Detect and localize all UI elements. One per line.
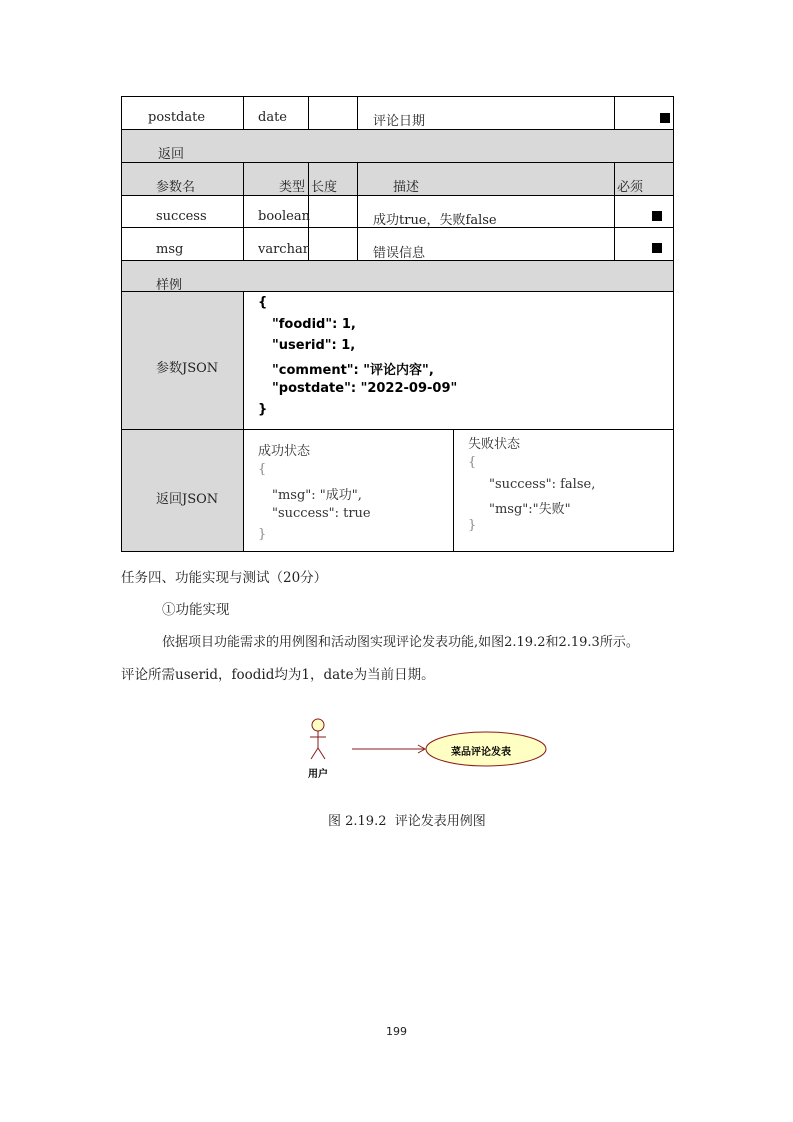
header-param-name: 参数名 xyxy=(156,180,196,195)
figure-caption: 图 2.19.2 评论发表用例图 xyxy=(328,814,486,829)
param-desc-postdate: 评论日期 xyxy=(373,114,426,129)
param-type-success: boolean xyxy=(258,209,310,224)
header-type: 类型 xyxy=(279,180,306,195)
param-desc-msg: 错误信息 xyxy=(373,246,426,261)
header-required: 必须 xyxy=(617,180,644,195)
success-json-line: { xyxy=(258,462,267,477)
param-name-msg: msg xyxy=(156,242,184,257)
usecase-diagram xyxy=(300,712,560,792)
example-section-label: 样例 xyxy=(156,278,183,293)
task-heading: 任务四、功能实现与测试（20分） xyxy=(121,570,328,586)
paragraph-line: 评论所需userid，foodid均为1，date为当前日期。 xyxy=(121,667,435,683)
param-json-line: "foodid": 1, xyxy=(272,317,356,332)
required-mark-icon xyxy=(652,211,662,221)
fail-json-line: } xyxy=(468,518,477,533)
association-arrow xyxy=(352,745,425,753)
header-desc: 描述 xyxy=(393,180,420,195)
return-json-label: 返回JSON xyxy=(156,492,219,507)
example-section-bg xyxy=(121,260,673,291)
fail-state-title: 失败状态 xyxy=(468,437,521,452)
param-json-line: "postdate": "2022-09-09" xyxy=(272,381,458,396)
fail-json-line: { xyxy=(468,455,477,470)
param-name-postdate: postdate xyxy=(148,110,206,125)
param-type-postdate: date xyxy=(258,110,287,125)
success-state-title: 成功状态 xyxy=(258,444,311,459)
actor-icon xyxy=(310,719,326,759)
required-mark-icon xyxy=(652,243,662,253)
param-name-success: success xyxy=(156,209,207,224)
param-json-label: 参数JSON xyxy=(156,361,219,376)
success-json-line: "msg": "成功", xyxy=(272,488,362,503)
paragraph-line: 依据项目功能需求的用例图和活动图实现评论发表功能,如图2.19.2和2.19.3所示。 xyxy=(162,635,639,650)
actor-label: 用户 xyxy=(308,769,328,780)
param-json-line: } xyxy=(258,402,268,417)
param-json-line: { xyxy=(258,295,268,310)
page-number: 199 xyxy=(386,1025,407,1038)
param-json-line: "userid": 1, xyxy=(272,338,356,353)
return-section-bg xyxy=(121,129,673,162)
success-json-line: "success": true xyxy=(272,506,371,521)
param-type-msg: varchar xyxy=(258,242,309,257)
return-section-label: 返回 xyxy=(158,147,185,162)
required-mark-icon xyxy=(660,113,670,123)
param-desc-success: 成功true，失败false xyxy=(373,213,497,228)
param-json-line: "comment": "评论内容", xyxy=(272,363,434,378)
subheading: ①功能实现 xyxy=(162,602,230,618)
fail-json-line: "msg":"失败" xyxy=(489,502,571,517)
success-json-line: } xyxy=(258,527,267,542)
fail-json-line: "success": false, xyxy=(489,477,596,492)
header-length: 长度 xyxy=(311,180,338,195)
usecase-label: 菜品评论发表 xyxy=(451,747,511,758)
